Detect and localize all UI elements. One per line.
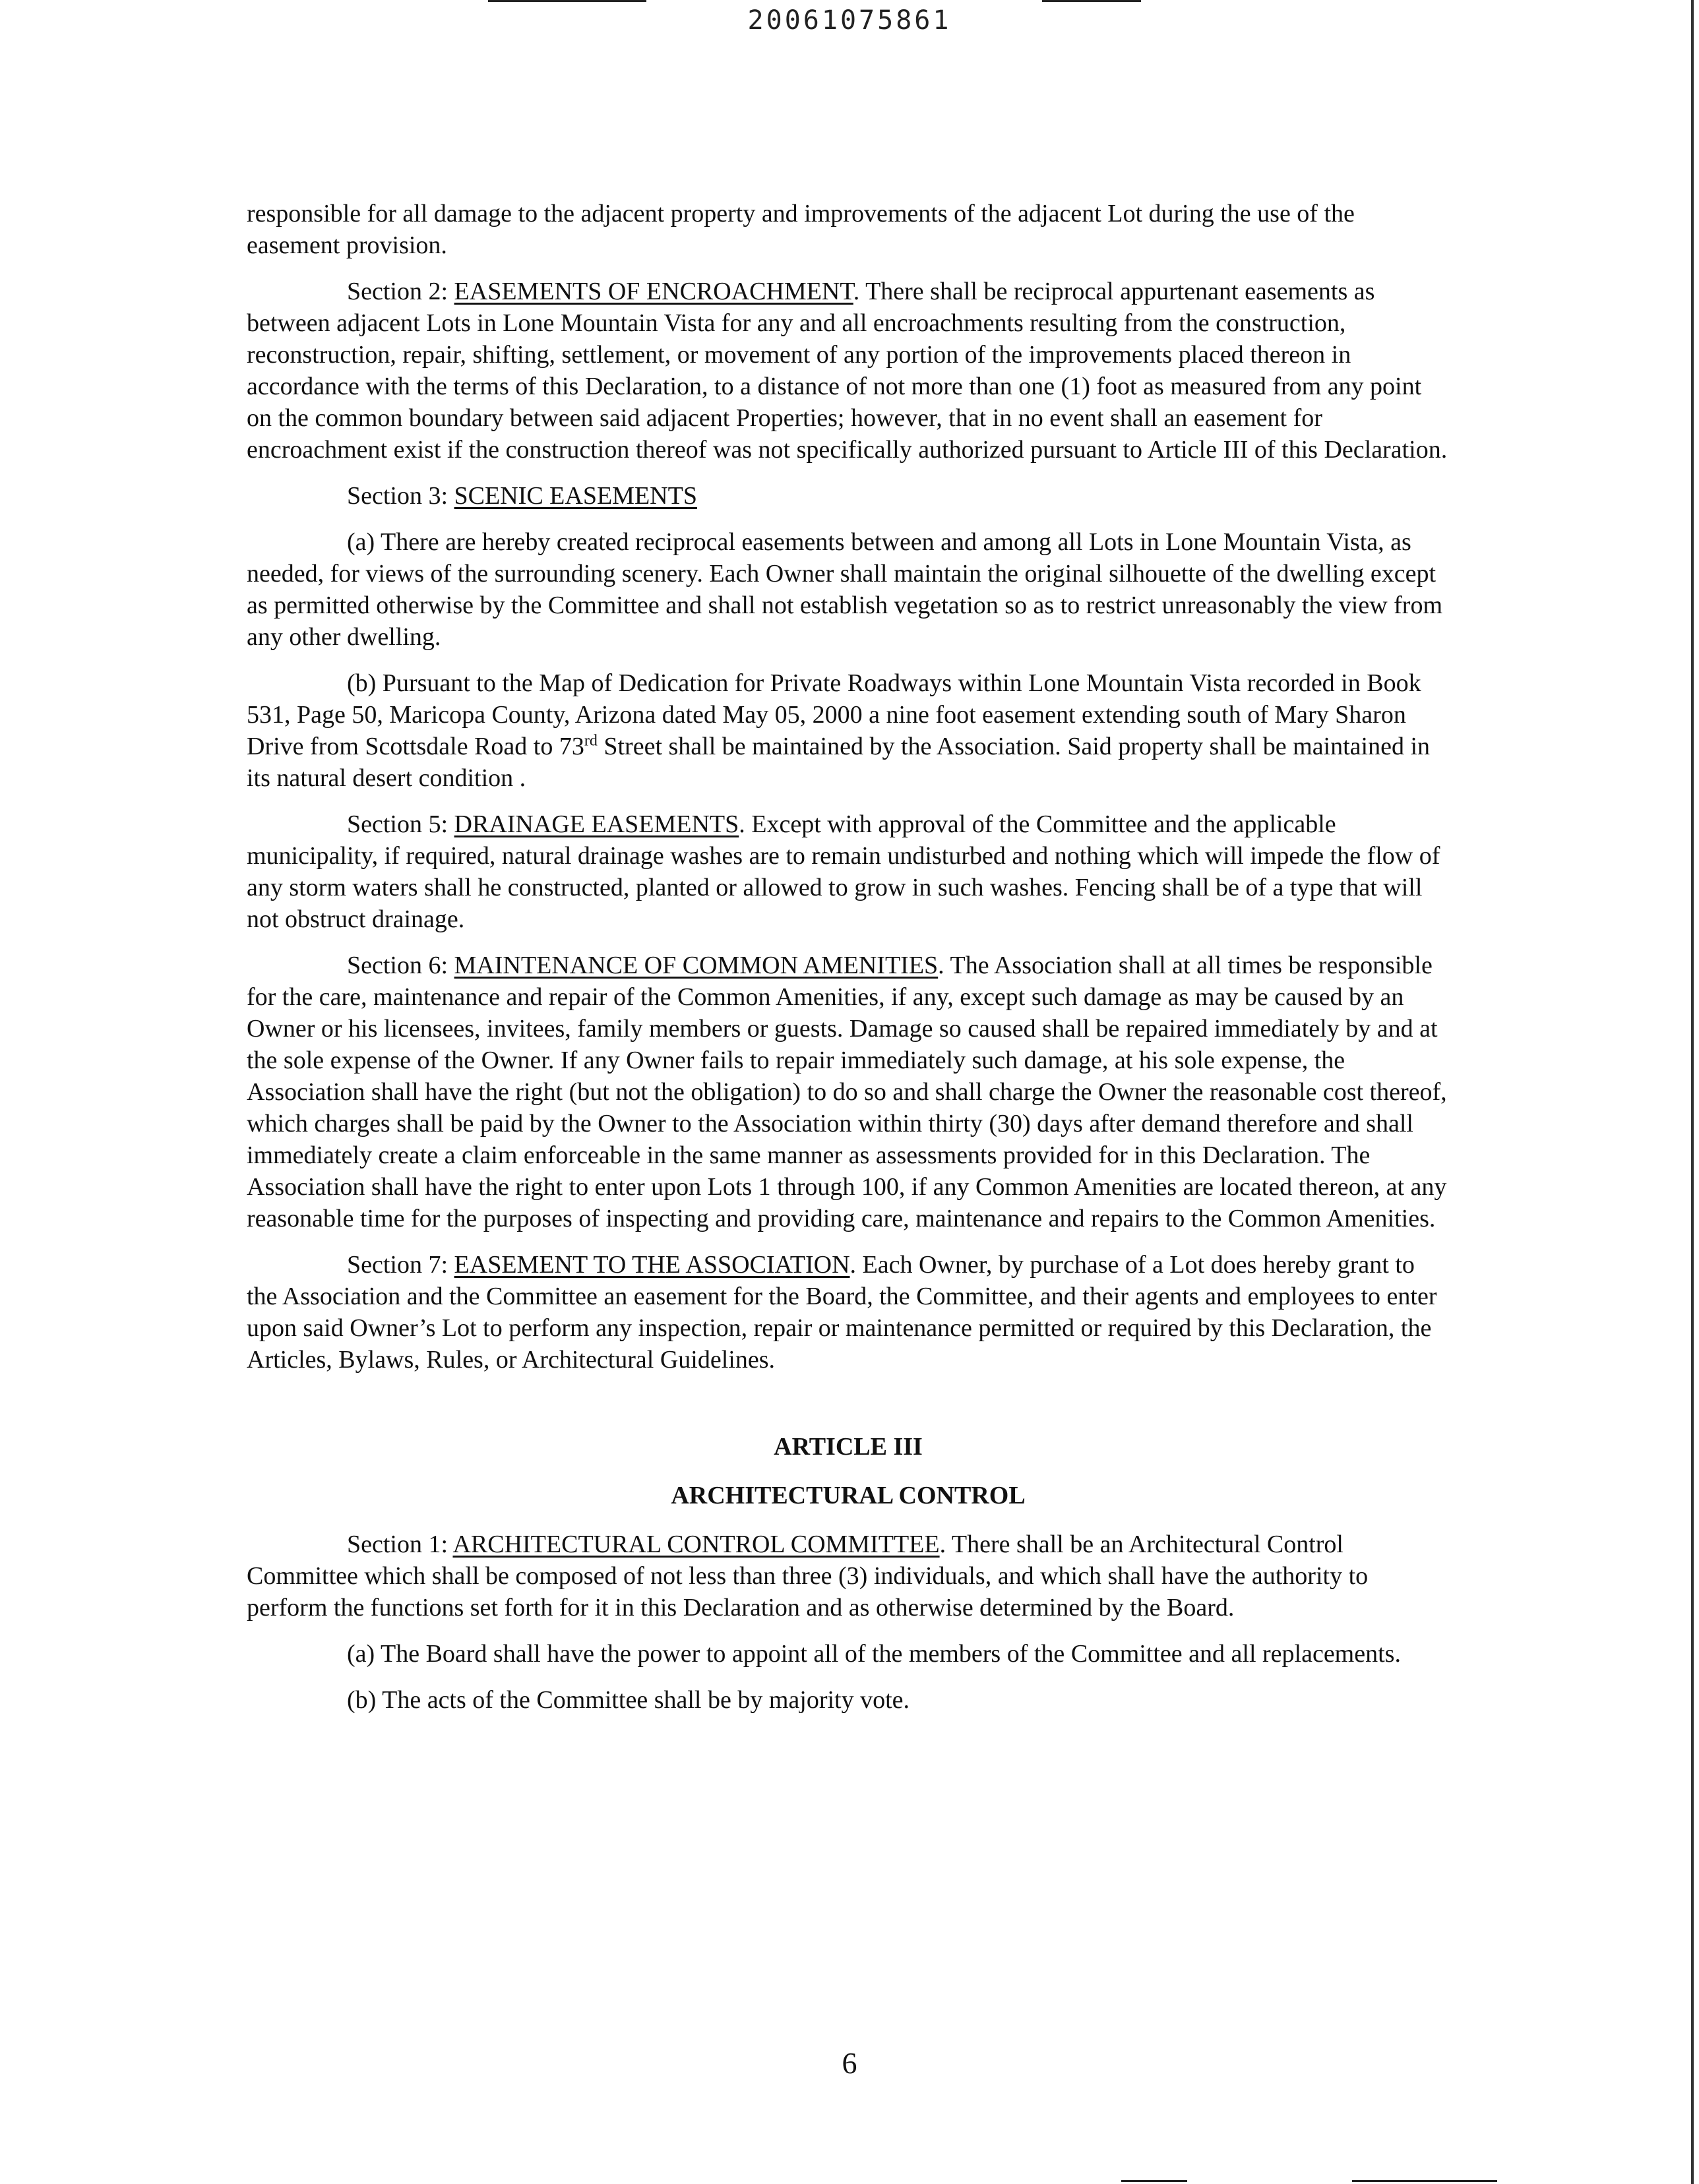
article-section-1-paragraph — [247, 1529, 1450, 1623]
page-number: 6 — [842, 2046, 857, 2080]
section-6-paragraph — [247, 950, 1450, 1234]
article-section-1-heading: ARCHITECTURAL CONTROL COMMITTEE — [452, 1531, 940, 1558]
section-5-heading: DRAINAGE EASEMENTS — [454, 810, 739, 838]
section-3-b-text: (b) Pursuant to the Map of Dedication for Private Roadways within Lone Mountain Vista recorded in Book 531, Page 50, Maricopa County, Arizona dated May 05, 2000 a nine foot easement extending south of Mary Sharon Drive from Scottsdale Road to 73 — [247, 669, 1421, 760]
section-7-paragraph — [247, 1249, 1450, 1376]
scan-artifact-bottom-right — [1352, 2180, 1497, 2182]
section-6-heading: MAINTENANCE OF COMMON AMENITIES — [454, 952, 939, 979]
section-3-b-ordinal: rd — [584, 732, 598, 750]
section-3-prefix: Section 3: — [347, 482, 454, 510]
page-edge — [1691, 0, 1694, 2184]
section-6-body: . The Association shall at all times be responsible for the care, maintenance and repair of the Common Amenities, if any, except such damage as may be caused by an Owner or his licensees, invitees, family members or guests. Damage so caused shall be repaired immediately by and at the sole expense of the Owner. If any Owner fails to repair immediately such damage, at his sole expense, the Association shall have the right (but not the obligation) to do so and shall charge the Owner the reasonable cost thereof, which charges shall be paid by the Owner to the Association within thirty (30) days after demand therefore and shall immediately create a claim enforceable in the same manner as assessments provided for in this Declaration. The Association shall have the right to enter upon Lots 1 through 100, if any Common Amenities are located thereon, at any reasonable time for the purposes of inspecting and providing care, maintenance and repairs to the Common Amenities. — [247, 952, 1447, 1232]
article-section-1-paragraph-b: (b) The acts of the Committee shall be by majority vote. — [347, 1686, 910, 1714]
section-5-body: . Except with approval of the Committee and the applicable municipality, if required, natural drainage washes are to remain undisturbed and nothing which will impede the flow of any storm waters shall he constructed, planted or allowed to grow in such washes. Fencing shall be of a type that will not obstruct drainage. — [247, 810, 1440, 933]
section-3-paragraph-a: (a) There are hereby created reciprocal easements between and among all Lots in Lone Mountain Vista, as needed, for views of the surrounding scenery. Each Owner shall maintain the original silhouette of the dwelling except as permitted otherwise by the Committee and shall not establish vegetation so as to restrict unreasonably the view from any other dwelling. — [247, 528, 1442, 651]
section-5-paragraph — [247, 808, 1450, 935]
section-5-prefix: Section 5: — [347, 810, 454, 838]
section-7-heading: EASEMENT TO THE ASSOCIATION — [454, 1251, 850, 1279]
intro-paragraph: responsible for all damage to the adjacent property and improvements of the adjacent Lot during the use of the easement provision. — [247, 200, 1355, 259]
section-3-title — [247, 480, 1450, 512]
page-body — [247, 198, 1450, 1730]
section-7-prefix: Section 7: — [347, 1251, 454, 1279]
section-7-body: . Each Owner, by purchase of a Lot does hereby grant to the Association and the Committee an easement for the Board, the Committee, and their agents and employees to enter upon said Owner’s Lot to perform any inspection, repair or maintenance permitted or required by this Declaration, the Articles, Bylaws, Rules, or Architectural Guidelines. — [247, 1251, 1437, 1374]
article-title: ARCHITECTURAL CONTROL — [671, 1482, 1026, 1509]
section-3-b-text-end: Street shall be maintained by the Association. Said property shall be maintained in its natural desert condition . — [247, 733, 1431, 792]
section-2-heading: EASEMENTS OF ENCROACHMENT — [454, 278, 853, 305]
scan-artifact-top-right — [1042, 0, 1141, 2]
article-section-1-paragraph-a: (a) The Board shall have the power to appoint all of the members of the Committee and all replacements. — [347, 1640, 1401, 1668]
scan-artifact-bottom-left — [1121, 2180, 1187, 2182]
article-section-1-prefix: Section 1: — [347, 1531, 453, 1558]
section-3-heading: SCENIC EASEMENTS — [454, 482, 697, 510]
section-3-paragraph-b — [247, 667, 1450, 794]
article-number: ARTICLE III — [774, 1433, 923, 1461]
section-2-body: . There shall be reciprocal appurtenant easements as between adjacent Lots in Lone Mountain Vista for any and all encroachments resulting from the construction, reconstruction, repair, shifting, settlement, or movement of any portion of the improvements placed thereon in accordance with the terms of this Declaration, to a distance of not more than one (1) foot as measured from any point on the common boundary between said adjacent Properties; however, that in no event shall an easement for encroachment exist if the construction thereof was not specifically authorized pursuant to Article III of this Declaration. — [247, 278, 1448, 464]
section-2-prefix: Section 2: — [347, 278, 454, 305]
article-section-1-body: . There shall be an Architectural Control Committee which shall be composed of not less than three (3) individuals, and which shall have the authority to perform the functions set forth for it in this Declaration and as otherwise determined by the Board. — [247, 1531, 1369, 1622]
scan-artifact-top-left — [488, 0, 646, 2]
section-6-prefix: Section 6: — [347, 952, 454, 979]
section-2-paragraph — [247, 276, 1450, 466]
document-number: 20061075861 — [747, 5, 952, 36]
